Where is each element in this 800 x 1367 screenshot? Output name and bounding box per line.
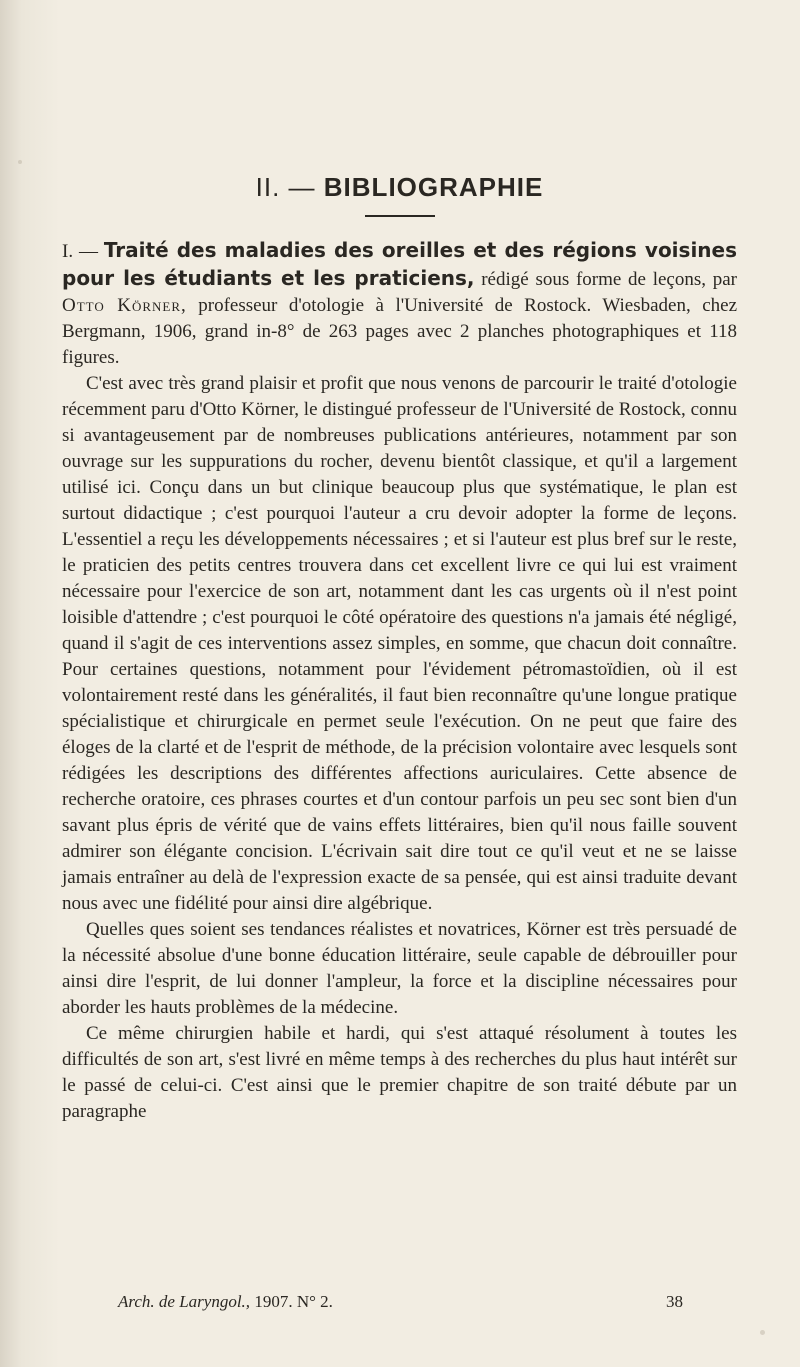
page-content <box>62 172 737 1125</box>
bibliography-entry <box>62 237 737 371</box>
footer-year-issue: 1907. N° 2. <box>254 1292 333 1311</box>
entry-number: I. <box>62 241 74 262</box>
paper-spot <box>760 1330 765 1335</box>
entry-author: Otto Körner, <box>62 295 187 316</box>
entry-dash: — <box>78 241 98 262</box>
review-paragraph: C'est avec très grand plaisir et profit que nous venons de parcourir le traité d'otologie récemment paru d'Otto Körner, le distingué professeur de l'Université de Rostock, connu si avantageusement par de nombreuses publications antérieures, notamment par son ouvrage sur les suppurations du rocher, devenu bientôt classique, et qu'il a largement utilisé ici. Conçu dans un but clinique beaucoup plus que systématique, le plan est surtout didactique ; c'est pourquoi l'auteur a cru devoir adopter la forme de leçons. L'essentiel a reçu les développements nécessaires ; et si l'auteur est plus bref sur le reste, le praticien des petits centres trouvera dans cet excellent livre ce qui lui est vraiment nécessaire pour l'exercice de son art, notamment dant les cas urgents où il n'est point loisible d'attendre ; c'est pourquoi le côté opératoire des questions n'a jamais été négligé, quand il s'agit de ces interventions assez simples, en somme, que chacun doit connaître. Pour certaines questions, notamment pour l'évidement pétromastoïdien, où il est volontairement resté dans les généralités, il faut bien reconnaître qu'une longue pratique spécialistique et chirurgicale en permet seule l'exécution. On ne peut que faire des éloges de la clarté et de l'esprit de méthode, de la précision volontaire avec lesquels sont rédigées les descriptions des différentes affections auriculaires. Cette absence de recherche oratoire, ces phrases courtes et d'un contour parfois un peu sec sont bien d'un savant plus épris de vérité que de vains effets littéraires, bien qu'il nous faille souvent admirer son élégante concision. L'écrivain sait dire tout ce qu'il veut et ne se laisse jamais entraîner au delà de l'expression exacte de sa pensée, qui est ainsi traduite devant nous avec une fidélité pour ainsi dire algébrique. <box>62 373 737 914</box>
heading-rule <box>365 215 435 217</box>
page-number: 38 <box>666 1292 683 1311</box>
section-heading <box>62 172 737 203</box>
page-footer <box>118 1292 683 1312</box>
paper-spot <box>18 160 22 164</box>
footer-citation <box>118 1292 333 1312</box>
footer-journal: Arch. de Laryngol., <box>118 1292 251 1311</box>
section-dash: — <box>288 172 316 202</box>
entry-description-start: rédigé sous forme de leçons, par <box>481 269 738 290</box>
section-roman: II. <box>255 172 281 202</box>
entry-title: Traité des maladies des oreilles et des régions voisines pour les étudiants et les praticiens, <box>62 238 738 290</box>
section-title: BIBLIOGRAPHIE <box>323 172 544 202</box>
review-paragraph: Quelles ques soient ses tendances réalistes et novatrices, Körner est très persuadé de la nécessité absolue d'une bonne éducation littéraire, seule capable de débrouiller pour ainsi dire l'esprit, de lui donner l'ampleur, la force et la discipline nécessaires pour aborder les hauts problèmes de la médecine. <box>62 919 737 1018</box>
entry-description-end: professeur d'otologie à l'Université de Rostock. Wiesbaden, chez Bergmann, 1906, grand in-8° de 263 pages avec 2 planches photographiques et 118 figures. <box>62 295 738 368</box>
review-paragraph: Ce même chirurgien habile et hardi, qui s'est attaqué résolument à toutes les difficultés de son art, s'est livré en même temps à des recherches du plus haut intérêt sur le passé de celui-ci. C'est ainsi que le premier chapitre de son traité débute par un paragraphe <box>62 1023 737 1122</box>
